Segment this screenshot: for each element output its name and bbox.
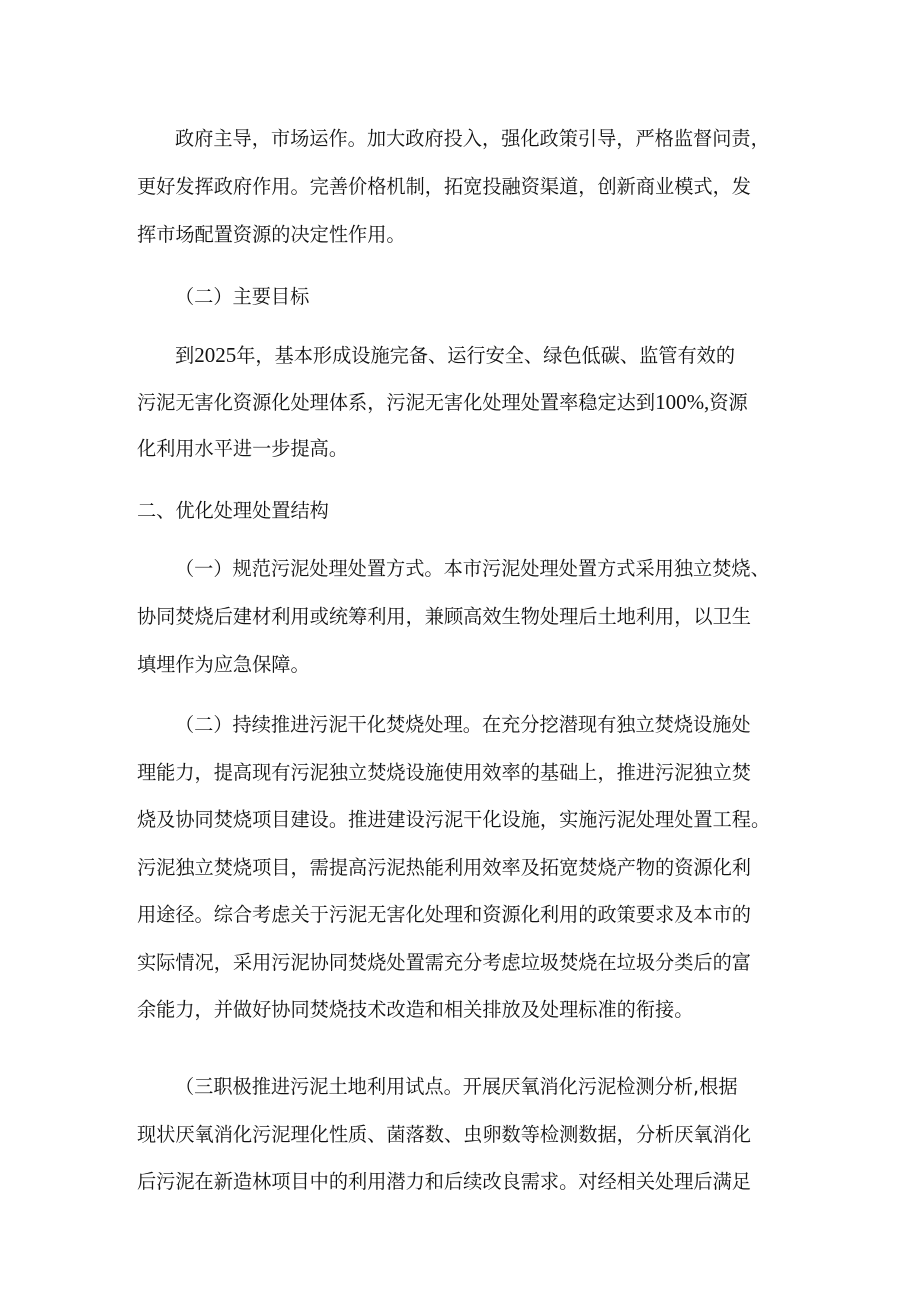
para2-l1-post: 年，基本形成设施完备、运行安全、绿色低碳、监管有效的	[236, 344, 736, 367]
para4-line3: 烧及协同焚烧项目建设。推进建设污泥干化设施，实施污泥处理处置工程。	[137, 808, 771, 831]
para5-line2: 现状厌氧消化污泥理化性质、菌落数、虫卵数等检测数据，分析厌氧消化	[137, 1123, 751, 1146]
para1-line2: 更好发挥政府作用。完善价格机制，拓宽投融资渠道，创新商业模式，发	[137, 175, 751, 198]
para2-line1	[175, 341, 735, 369]
para3-line3: 填埋作为应急保障。	[137, 653, 310, 676]
para4-line7: 余能力，并做好协同焚烧技术改造和相关排放及处理标准的衔接。	[137, 998, 694, 1021]
para2-l1-pre: 到	[175, 344, 195, 367]
para4-line6: 实际情况，采用污泥协同焚烧处置需充分考虑垃圾焚烧在垃圾分类后的富	[137, 951, 751, 974]
para4-line2: 理能力，提高现有污泥独立焚烧设施使用效率的基础上，推进污泥独立焚	[137, 761, 751, 784]
para2-line3: 化利用水平进一步提高。	[137, 437, 349, 460]
para2-line2	[137, 388, 748, 416]
para3-line1: （一）规范污泥处理处置方式。本市污泥处理处置方式采用独立焚烧、	[175, 557, 770, 580]
para4-line4: 污泥独立焚烧项目，需提高污泥热能利用效率及拓宽焚烧产物的资源化利	[137, 856, 751, 879]
para1-line1: 政府主导，市场运作。加大政府投入，强化政策引导，严格监督问责，	[175, 127, 770, 150]
heading-section-2: 二、优化处理处置结构	[137, 499, 329, 522]
para5-line1: （三职极推进污泥土地利用试点。开展厌氧消化污泥检测分析,根据	[175, 1075, 738, 1098]
para4-line5: 用途径。综合考虑关于污泥无害化处理和资源化利用的政策要求及本市的	[137, 903, 751, 926]
heading-main-goals: （二）主要目标	[175, 285, 310, 308]
para3-line2: 协同焚烧后建材利用或统筹利用，兼顾高效生物处理后土地利用，以卫生	[137, 605, 751, 628]
para2-percent: 100%,	[655, 390, 710, 414]
para1-line3: 挥市场配置资源的决定性作用。	[137, 223, 406, 246]
para2-year: 2025	[194, 343, 237, 367]
para2-l2-pre: 污泥无害化资源化处理体系，污泥无害化处理处置率稳定达到	[137, 391, 656, 414]
para2-l2-post: 资源	[709, 391, 748, 414]
para4-line1: （二）持续推进污泥干化焚烧处理。在充分挖潜现有独立焚烧设施处	[175, 713, 751, 736]
para5-line3: 后污泥在新造林项目中的利用潜力和后续改良需求。对经相关处理后满足	[137, 1170, 751, 1193]
